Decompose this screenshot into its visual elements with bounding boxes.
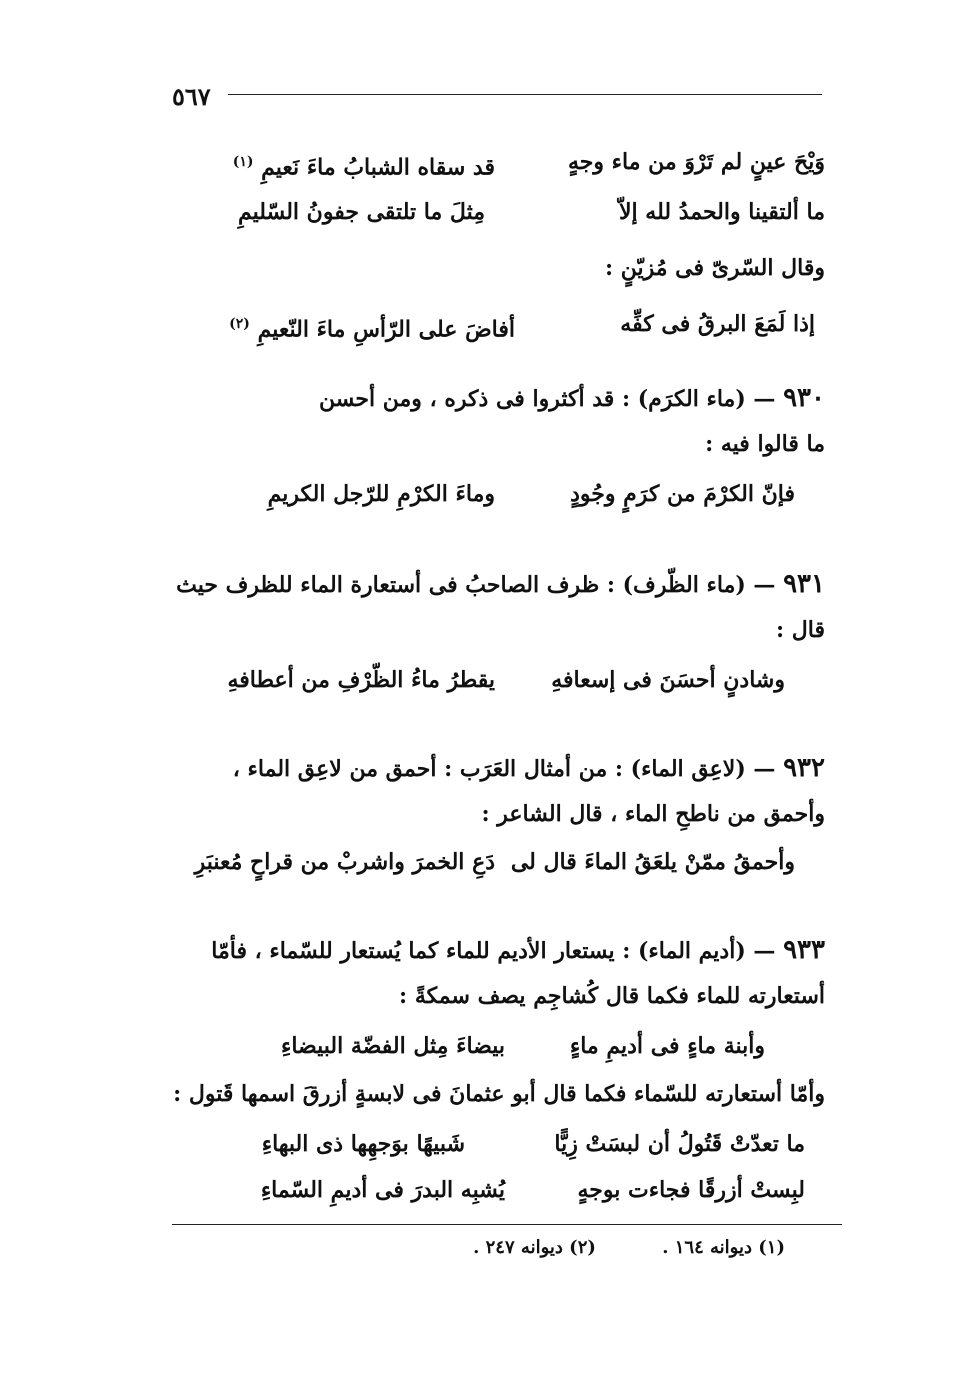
verse-9 (185, 1170, 805, 1210)
verse-3 (185, 304, 815, 344)
verse-5-hemistich-1: وشادنٍ أحسَنَ فى إسعافهِ (551, 667, 785, 693)
verse-7 (205, 1026, 765, 1066)
entry-number-931: ٩٣١ (783, 569, 825, 599)
entry-933-heading (211, 930, 825, 971)
verse-9-hemistich-2: يُشبِه البدرَ فى أديمِ السّماءِ (260, 1177, 505, 1203)
entry-932-heading (233, 748, 825, 789)
verse-4 (195, 474, 795, 514)
verse-8-hemistich-2: شَبيهًا بوَجهِها ذى البهاءِ (261, 1131, 465, 1157)
verse-1 (185, 142, 825, 182)
page-header (172, 82, 822, 112)
verse-6 (195, 842, 795, 882)
prose-line-6: ما قالوا فيه : (705, 431, 825, 457)
footnote-marker-2: (٢) (229, 316, 250, 332)
page-number: ٥٦٧ (172, 82, 211, 111)
verse-5-hemistich-2: يقطرُ ماءُ الظّرْفِ من أعطافهِ (227, 667, 495, 693)
entry-930-text: — (ماء الكرَم) : قد أكثروا فى ذكره ، ومن أحسن (319, 386, 776, 412)
verse-9-hemistich-1: لبِستْ أزرقًا فجاءت بوجهٍ (577, 1177, 805, 1203)
entry-931-heading (176, 564, 825, 605)
verse-7-hemistich-1: وأبنة ماءٍ فى أديمِ ماءٍ (569, 1033, 765, 1059)
entry-number-932: ٩٣٢ (783, 753, 825, 783)
verse-4-hemistich-1: فإنّ الكرْمَ من كرَمٍ وجُودٍ (570, 481, 795, 507)
verse-2 (185, 192, 825, 232)
verse-3-hemistich-2: أفاضَ على الرّأسِ ماءَ النّعيمِ (257, 316, 515, 343)
verse-6-hemistich-1: وأحمقُ ممّنْ يلعَقُ الماءَ قال لى (510, 849, 795, 875)
verse-4-hemistich-2: وماءَ الكرْمِ للرّجل الكريمِ (267, 481, 495, 507)
verse-7-hemistich-2: بيضاءَ مِثل الفضّة البيضاءِ (281, 1033, 505, 1059)
prose-line-15: أستعارته للماء فكما قال كُشاجِم يصف سمكةً : (399, 983, 825, 1009)
verse-2-hemistich-2: مِثلَ ما تلتقى جفونُ السّليمِ (238, 199, 485, 225)
verse-3-hemistich-1: إذا لَمَعَ البرقُ فى كفِّه (620, 311, 815, 337)
footnote-2: (٢) ديوانه ٢٤٧ . (473, 1237, 596, 1258)
footnote-rule (172, 1224, 842, 1225)
footnotes (413, 1234, 785, 1262)
entry-933-text: — (أديم الماء) : يستعار الأديم للماء كما يُستعار للسّماء ، فأمّا (211, 938, 776, 964)
footnote-1: (١) ديوانه ١٦٤ . (662, 1237, 785, 1258)
prose-line-3: وقال السّرىّ فى مُزيّنٍ : (604, 255, 825, 281)
footnote-marker-1: (١) (232, 154, 254, 170)
verse-6-hemistich-2: دَعِ الخمرَ واشربْ من قراحٍ مُعنبَرِ (194, 849, 495, 875)
verse-5 (185, 660, 785, 700)
entry-930-heading (319, 378, 825, 419)
entry-number-930: ٩٣٠ (783, 383, 825, 413)
verse-1-hemistich-2: قد سقاه الشبابُ ماءَ نَعيمِ (261, 154, 495, 181)
verse-8-hemistich-1: ما تعدّتْ قَتُولُ أن لبسَتْ زِيًّا (554, 1131, 805, 1157)
verse-1-hemistich-1: وَيْحَ عينٍ لم تَرْوَ من ماء وجهٍ (567, 149, 825, 175)
prose-line-9: قال : (776, 617, 825, 643)
entry-number-933: ٩٣٣ (783, 935, 825, 965)
entry-931-text: — (ماء الظّرف) : ظرف الصاحبُ فى أستعارة الماء للظرف حيث (176, 572, 776, 598)
header-rule (228, 94, 822, 95)
entry-932-text: — (لاعِق الماء) : من أمثال العَرَب : أحمق من لاعِق الماء ، (232, 756, 776, 782)
prose-line-12: وأحمق من ناطحِ الماء ، قال الشاعر : (481, 801, 825, 827)
verse-2-hemistich-1: ما ألتقينا والحمدُ لله إلاّ (618, 199, 825, 225)
prose-line-17: وأمّا أستعارته للسّماء فكما قال أبو عثمانَ فى لابسةٍ أزرقَ اسمها قَتول : (173, 1081, 825, 1107)
verse-8 (185, 1124, 805, 1164)
